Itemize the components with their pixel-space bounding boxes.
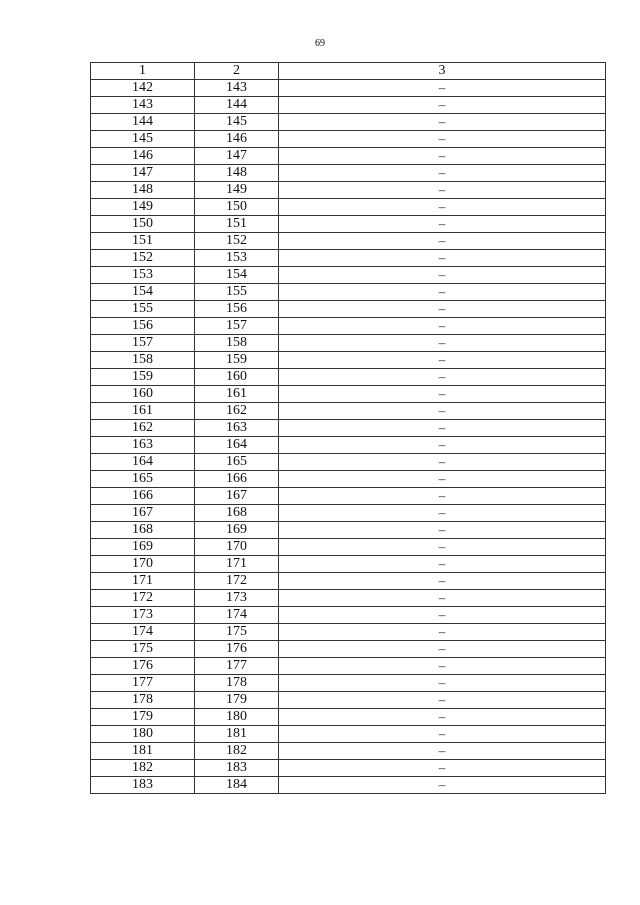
table-cell-col1: 173 (91, 607, 195, 624)
table-cell-col3: – (279, 471, 606, 488)
column-header-2: 2 (195, 63, 279, 80)
table-cell-col2: 152 (195, 233, 279, 250)
table-cell-col1: 163 (91, 437, 195, 454)
table-cell-col3: – (279, 182, 606, 199)
table-cell-col1: 170 (91, 556, 195, 573)
table-cell-col3: – (279, 675, 606, 692)
table-cell-col1: 151 (91, 233, 195, 250)
table-cell-col1: 172 (91, 590, 195, 607)
table-cell-col2: 158 (195, 335, 279, 352)
table-cell-col1: 152 (91, 250, 195, 267)
table-row (91, 284, 606, 301)
table-row (91, 148, 606, 165)
table-cell-col1: 142 (91, 80, 195, 97)
table-row (91, 471, 606, 488)
table-row (91, 216, 606, 233)
table-cell-col3: – (279, 726, 606, 743)
table-cell-col1: 180 (91, 726, 195, 743)
table-row (91, 131, 606, 148)
table-cell-col2: 168 (195, 505, 279, 522)
table-row (91, 403, 606, 420)
table-cell-col3: – (279, 488, 606, 505)
table-cell-col3: – (279, 216, 606, 233)
table-row (91, 420, 606, 437)
table-cell-col3: – (279, 148, 606, 165)
table-cell-col2: 166 (195, 471, 279, 488)
column-header-1: 1 (91, 63, 195, 80)
table-cell-col3: – (279, 539, 606, 556)
table-cell-col3: – (279, 641, 606, 658)
table-cell-col1: 144 (91, 114, 195, 131)
table-cell-col3: – (279, 267, 606, 284)
table-row (91, 760, 606, 777)
table-cell-col3: – (279, 233, 606, 250)
table-cell-col2: 181 (195, 726, 279, 743)
table-cell-col3: – (279, 97, 606, 114)
table-cell-col1: 167 (91, 505, 195, 522)
table-cell-col3: – (279, 420, 606, 437)
table-row (91, 352, 606, 369)
table-cell-col3: – (279, 80, 606, 97)
table-cell-col2: 184 (195, 777, 279, 794)
table-cell-col2: 154 (195, 267, 279, 284)
table-cell-col1: 143 (91, 97, 195, 114)
table-cell-col3: – (279, 658, 606, 675)
table-row (91, 658, 606, 675)
table-cell-col3: – (279, 522, 606, 539)
table-cell-col1: 153 (91, 267, 195, 284)
table-cell-col2: 157 (195, 318, 279, 335)
table-cell-col1: 157 (91, 335, 195, 352)
table-row (91, 301, 606, 318)
table-row (91, 488, 606, 505)
table-cell-col2: 171 (195, 556, 279, 573)
table-row (91, 114, 606, 131)
table-cell-col3: – (279, 505, 606, 522)
column-header-3: 3 (279, 63, 606, 80)
table-cell-col2: 163 (195, 420, 279, 437)
table-cell-col1: 156 (91, 318, 195, 335)
table-cell-col1: 175 (91, 641, 195, 658)
table-cell-col1: 181 (91, 743, 195, 760)
data-table (90, 62, 606, 794)
table-row (91, 199, 606, 216)
table-cell-col1: 174 (91, 624, 195, 641)
table-cell-col2: 160 (195, 369, 279, 386)
table-cell-col3: – (279, 284, 606, 301)
table-cell-col1: 158 (91, 352, 195, 369)
table-cell-col3: – (279, 369, 606, 386)
table-cell-col1: 160 (91, 386, 195, 403)
table-row (91, 522, 606, 539)
table-row (91, 556, 606, 573)
table-cell-col3: – (279, 301, 606, 318)
table-row (91, 97, 606, 114)
table-cell-col1: 149 (91, 199, 195, 216)
table-cell-col2: 183 (195, 760, 279, 777)
table-cell-col1: 154 (91, 284, 195, 301)
table-cell-col3: – (279, 573, 606, 590)
table-row (91, 607, 606, 624)
table-cell-col3: – (279, 403, 606, 420)
table-cell-col1: 161 (91, 403, 195, 420)
table-cell-col3: – (279, 607, 606, 624)
table-row (91, 386, 606, 403)
table-row (91, 692, 606, 709)
table-cell-col1: 177 (91, 675, 195, 692)
table-cell-col3: – (279, 777, 606, 794)
table-row (91, 250, 606, 267)
table-cell-col2: 162 (195, 403, 279, 420)
table-cell-col2: 177 (195, 658, 279, 675)
table-cell-col1: 166 (91, 488, 195, 505)
table-cell-col1: 155 (91, 301, 195, 318)
table-row (91, 675, 606, 692)
table-cell-col3: – (279, 352, 606, 369)
table-cell-col2: 173 (195, 590, 279, 607)
table-cell-col2: 176 (195, 641, 279, 658)
table-cell-col3: – (279, 743, 606, 760)
table-row (91, 182, 606, 199)
table-cell-col1: 146 (91, 148, 195, 165)
table-row (91, 726, 606, 743)
table-cell-col2: 165 (195, 454, 279, 471)
table-row (91, 369, 606, 386)
table-cell-col2: 150 (195, 199, 279, 216)
table-cell-col2: 167 (195, 488, 279, 505)
table-cell-col3: – (279, 624, 606, 641)
table-row (91, 624, 606, 641)
table-row (91, 590, 606, 607)
table-cell-col1: 148 (91, 182, 195, 199)
table-cell-col3: – (279, 556, 606, 573)
table-cell-col3: – (279, 692, 606, 709)
table-row (91, 454, 606, 471)
table-body (91, 80, 606, 794)
table-row (91, 505, 606, 522)
table-cell-col2: 147 (195, 148, 279, 165)
table-cell-col1: 162 (91, 420, 195, 437)
table-cell-col1: 176 (91, 658, 195, 675)
table-cell-col2: 149 (195, 182, 279, 199)
table-row (91, 743, 606, 760)
table-row (91, 777, 606, 794)
table-cell-col2: 180 (195, 709, 279, 726)
table-cell-col2: 146 (195, 131, 279, 148)
table-cell-col3: – (279, 454, 606, 471)
table-cell-col2: 174 (195, 607, 279, 624)
table-cell-col1: 183 (91, 777, 195, 794)
table-cell-col2: 161 (195, 386, 279, 403)
table-row (91, 318, 606, 335)
table-cell-col2: 145 (195, 114, 279, 131)
table-cell-col3: – (279, 437, 606, 454)
table-row (91, 267, 606, 284)
table-cell-col1: 182 (91, 760, 195, 777)
table-cell-col3: – (279, 131, 606, 148)
table-cell-col2: 156 (195, 301, 279, 318)
table-cell-col2: 169 (195, 522, 279, 539)
table-cell-col2: 153 (195, 250, 279, 267)
table-cell-col3: – (279, 165, 606, 182)
table-cell-col3: – (279, 760, 606, 777)
table-cell-col3: – (279, 335, 606, 352)
page-number: 69 (315, 38, 325, 49)
table-cell-col1: 178 (91, 692, 195, 709)
table-cell-col3: – (279, 199, 606, 216)
table-cell-col2: 143 (195, 80, 279, 97)
table-cell-col2: 175 (195, 624, 279, 641)
table-row (91, 539, 606, 556)
table-cell-col1: 171 (91, 573, 195, 590)
table-row (91, 80, 606, 97)
table-cell-col1: 159 (91, 369, 195, 386)
table-cell-col2: 148 (195, 165, 279, 182)
table-row (91, 233, 606, 250)
table-cell-col1: 179 (91, 709, 195, 726)
table-cell-col3: – (279, 590, 606, 607)
table-cell-col3: – (279, 250, 606, 267)
table-cell-col2: 164 (195, 437, 279, 454)
table-cell-col2: 172 (195, 573, 279, 590)
table-row (91, 709, 606, 726)
table-row (91, 641, 606, 658)
table-cell-col1: 147 (91, 165, 195, 182)
table-cell-col3: – (279, 318, 606, 335)
table-cell-col2: 151 (195, 216, 279, 233)
table-cell-col1: 145 (91, 131, 195, 148)
table-cell-col2: 159 (195, 352, 279, 369)
table-row (91, 165, 606, 182)
table-cell-col2: 178 (195, 675, 279, 692)
table-cell-col3: – (279, 386, 606, 403)
table-cell-col3: – (279, 114, 606, 131)
table-header-row (91, 63, 606, 80)
table-cell-col2: 144 (195, 97, 279, 114)
table-row (91, 437, 606, 454)
table-cell-col1: 168 (91, 522, 195, 539)
table-cell-col1: 164 (91, 454, 195, 471)
table-cell-col3: – (279, 709, 606, 726)
table-cell-col1: 169 (91, 539, 195, 556)
table-cell-col1: 165 (91, 471, 195, 488)
table-cell-col2: 179 (195, 692, 279, 709)
table-cell-col2: 155 (195, 284, 279, 301)
table-cell-col1: 150 (91, 216, 195, 233)
table-cell-col2: 182 (195, 743, 279, 760)
table-row (91, 573, 606, 590)
table-row (91, 335, 606, 352)
table-cell-col2: 170 (195, 539, 279, 556)
